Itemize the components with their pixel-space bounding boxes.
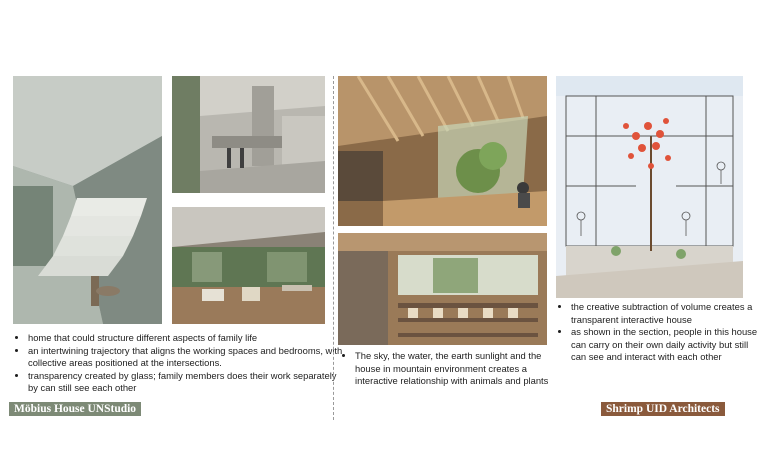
mobius-living-photo	[172, 207, 325, 324]
mobius-kitchen-photo	[172, 76, 325, 193]
shrimp-atrium-photo	[338, 76, 547, 226]
mobius-bullet-1: • home that could structure different aspects of family life	[28, 332, 344, 345]
shrimp-middle-bullet-1: • The sky, the water, the earth sunlight and the house in mountain environment creates a interactive relationship with animals and plants	[355, 350, 560, 388]
column-divider	[333, 76, 334, 420]
mobius-bullet-3: • transparency created by glass; family members does their work separately by can still see each other	[28, 370, 344, 395]
mobius-bullet-list	[14, 332, 344, 395]
shrimp-section-drawing	[556, 76, 743, 298]
mobius-bullet-2: • an intertwining trajectory that aligns the working spaces and bedrooms, with collective areas positioned at the intersections.	[28, 345, 344, 370]
shrimp-right-bullet-list	[557, 301, 757, 364]
shrimp-right-bullet-1: • the creative subtraction of volume creates a transparent interactive house	[571, 301, 757, 326]
shrimp-interior-photo	[338, 233, 547, 345]
shrimp-middle-bullet-list	[341, 350, 560, 388]
mobius-stair-photo	[13, 76, 162, 324]
shrimp-project-label: Shrimp UID Architects	[601, 402, 725, 416]
shrimp-right-bullet-2: • as shown in the section, people in this house can carry on their own daily activity but still can see and interact with each other	[571, 326, 757, 364]
mobius-project-label: Möbius House UNStudio	[9, 402, 141, 416]
